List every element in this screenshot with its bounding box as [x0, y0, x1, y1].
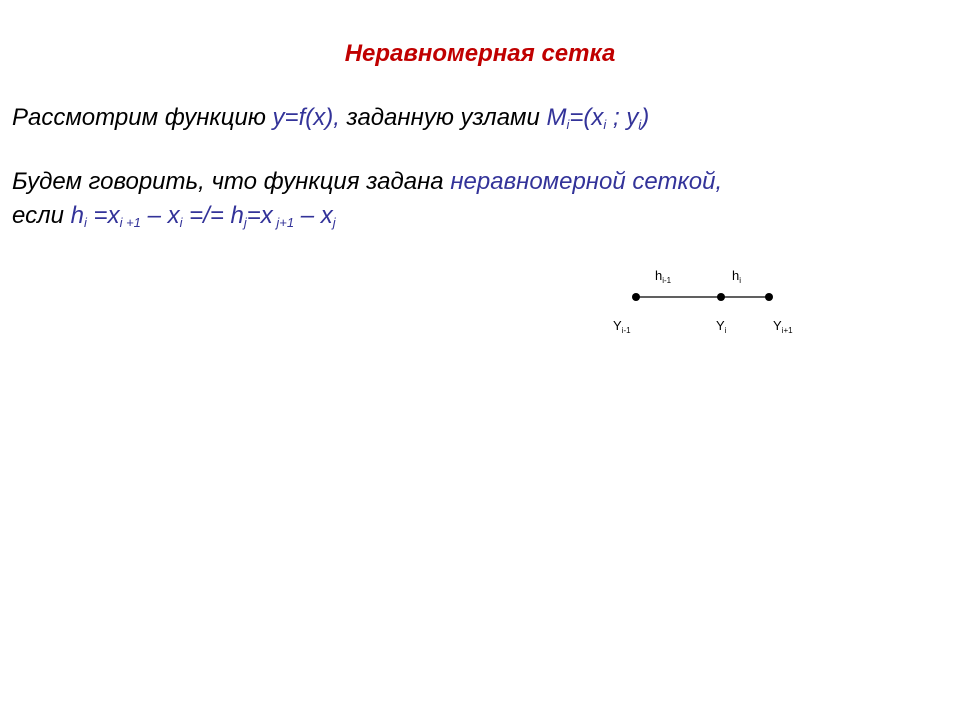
node-y: ; y	[606, 104, 639, 131]
y-subscript: i	[638, 117, 642, 132]
eq-x: =x	[86, 202, 120, 229]
node-point-next	[765, 293, 773, 301]
h-subscript-j: j	[243, 215, 247, 230]
label-y-cur: $Y_i$	[716, 318, 727, 335]
h-letter: h	[70, 202, 84, 229]
x-subscript-i: i	[179, 215, 183, 230]
condition-formula	[71, 202, 336, 229]
line1-text2: заданную узлами	[339, 104, 547, 131]
label-h-cur: $h_i$	[732, 268, 742, 285]
label-h-prev: $h_{i-1}$	[655, 268, 672, 285]
x-subscript: i	[603, 117, 607, 132]
x-subscript-j1: j+1	[272, 215, 295, 230]
x-subscript-i1: i +1	[119, 215, 141, 230]
minus-x: – x	[140, 202, 180, 229]
eq-x-j: =x	[246, 202, 273, 229]
node-letter: M	[546, 104, 567, 131]
node-subscript: i	[566, 117, 570, 132]
node-close: )	[641, 104, 650, 131]
line-function-definition	[12, 104, 649, 132]
node-point-prev	[632, 293, 640, 301]
line-nonuniform-grid	[12, 168, 722, 196]
line1-text: Рассмотрим функцию	[12, 104, 273, 131]
minus-x-j: – x	[294, 202, 333, 229]
node-point-cur	[717, 293, 725, 301]
line2-text: Будем говорить, что функция задана	[12, 168, 451, 195]
line3-text: если	[12, 202, 71, 229]
node-expression	[547, 104, 650, 131]
slide-title: Неравномерная сетка	[344, 40, 616, 67]
node-x: =(x	[569, 104, 604, 131]
not-equal-h: =/= h	[182, 202, 244, 229]
function-expression: y=f(x),	[272, 104, 340, 131]
x-subscript-j: j	[332, 215, 336, 230]
label-y-prev: $Y_{i-1}$	[613, 318, 631, 335]
line-condition	[12, 202, 336, 230]
label-y-next: $Y_{i+1}$	[773, 318, 793, 335]
h-subscript-i: i	[84, 215, 87, 230]
grid-term: неравномерной сеткой,	[450, 168, 723, 195]
